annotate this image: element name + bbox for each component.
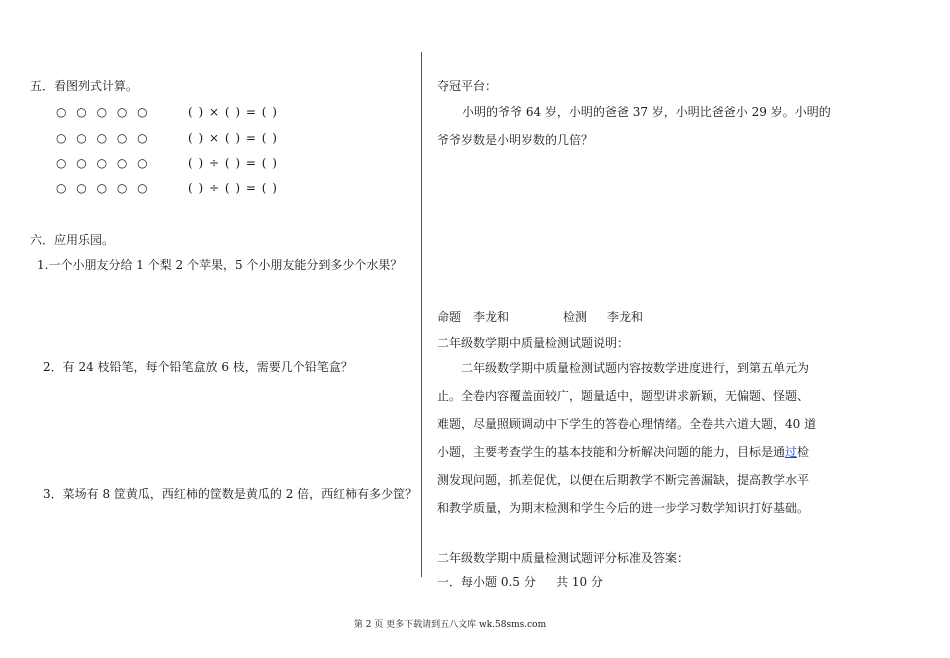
author-name: 李龙和 bbox=[473, 310, 510, 324]
equation-blank-4: ( ) ÷ ( ) = ( ) bbox=[188, 181, 278, 195]
section-5-title: 五．看图列式计算。 bbox=[30, 79, 139, 93]
standard-title: 二年级数学期中质量检测试题评分标准及答案： bbox=[437, 551, 690, 565]
checker-label: 检测 bbox=[563, 310, 588, 324]
challenge-title: 夺冠平台： bbox=[437, 79, 498, 93]
question-1: 1.一个小朋友分给 1 个梨 2 个苹果，5 个小朋友能分到多少个水果？ bbox=[37, 258, 403, 272]
challenge-line-2: 爷爷岁数是小明岁数的几倍？ bbox=[437, 133, 594, 147]
author-label: 命题 bbox=[437, 310, 462, 324]
equation-blank-2: ( ) × ( ) = ( ) bbox=[188, 131, 278, 145]
explanation-line-1: 二年级数学期中质量检测试题内容按数学进度进行，到第五单元为 bbox=[461, 361, 810, 375]
score-line-b: 共 10 分 bbox=[556, 575, 603, 589]
page-footer: 第 2 页 更多下载请到五八文库 wk.58sms.com bbox=[353, 620, 547, 630]
equation-blank-1: ( ) × ( ) = ( ) bbox=[188, 105, 278, 119]
explanation-line-5: 测发现问题，抓差促优，以便在后期教学不断完善漏缺，提高教学水平 bbox=[437, 473, 810, 487]
circle-row-3: ○ ○ ○ ○ ○ bbox=[56, 156, 151, 170]
column-divider bbox=[421, 52, 422, 577]
challenge-line-1: 小明的爷爷 64 岁，小明的爸爸 37 岁，小明比爸爸小 29 岁。小明的 bbox=[462, 105, 831, 119]
equation-blank-3: ( ) ÷ ( ) = ( ) bbox=[188, 156, 278, 170]
explanation-line-6: 和教学质量，为期末检测和学生今后的进一步学习数学知识打好基础。 bbox=[437, 501, 810, 515]
checker-name: 李龙和 bbox=[607, 310, 644, 324]
section-6-title: 六．应用乐园。 bbox=[30, 233, 115, 247]
explanation-line-4-tail: 检 bbox=[797, 445, 810, 459]
score-line-a: 一．每小题 0.5 分 bbox=[437, 575, 536, 589]
circle-row-2: ○ ○ ○ ○ ○ bbox=[56, 131, 151, 145]
explanation-line-4-text: 小题，主要考查学生的基本技能和分析解决问题的能力，目标是通 bbox=[437, 445, 786, 459]
explanation-line-3: 难题，尽量照顾调动中下学生的答卷心理情绪。全卷共六道大题，40 道 bbox=[437, 417, 817, 431]
question-2: 2．有 24 枝铅笔，每个铅笔盒放 6 枝，需要几个铅笔盒？ bbox=[43, 360, 353, 374]
explanation-title: 二年级数学期中质量检测试题说明： bbox=[437, 336, 630, 350]
question-3: 3．菜场有 8 筐黄瓜，西红柿的筐数是黄瓜的 2 倍，西红柿有多少筐？ bbox=[43, 487, 418, 501]
explanation-line-2: 止。全卷内容覆盖面较广，题量适中，题型讲求新颖，无偏题、怪题、 bbox=[437, 389, 810, 403]
circle-row-1: ○ ○ ○ ○ ○ bbox=[56, 105, 151, 119]
explanation-link[interactable]: 过 bbox=[785, 445, 798, 459]
circle-row-4: ○ ○ ○ ○ ○ bbox=[56, 181, 151, 195]
explanation-line-4 bbox=[437, 445, 809, 459]
